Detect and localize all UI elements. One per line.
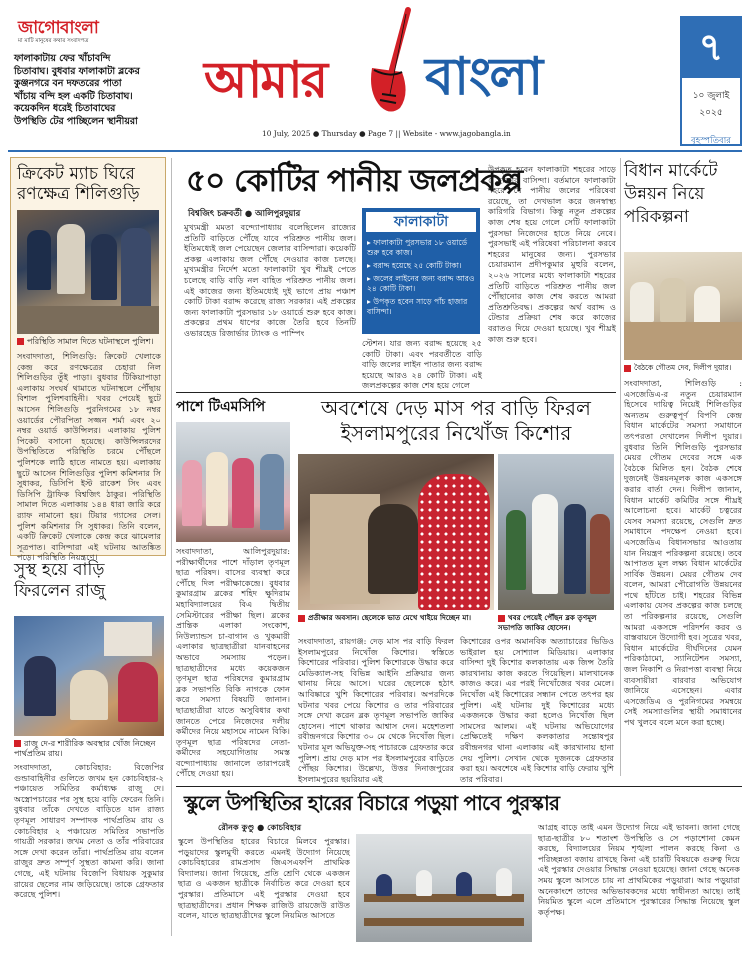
teaser-line: ফালাকাটায় ফের খাঁচাবন্দি — [14, 53, 111, 64]
falakata-point: ▸ ফালাকাটা পুরসভার ১৮ ওয়ার্ডে শুরু হবে কাজ। — [367, 238, 468, 257]
tmcp-body: সংবাদদাতা, আলিপুরদুয়ার: পরীক্ষার্থীদের পাশে দাঁড়াল তৃণমূল ছাত্র পরিষদ। বাসের ব্যবস্থা করে পৌঁছে দিল পরীক্ষাকেন্দ্রে। বুধবার কুমারগ্রাম ব্লকের শহিদ ক্ষুদিরাম মহাবিদ্যালয়ের বিএ দ্বিতীয় সেমিস্টারের পরীক্ষা ছিল। ব্লকের প্রান্তিক এলাকা সংকোশ, নিউল্যান্ডস চা-বাগান ও খুকমারী এলাকার ছাত্রছাত্রীরা যানবাহনের অভাবে সমস্যায় পড়েন। ছাত্রছাত্রীদের মধ্যে কয়েকজন তৃণমূল ছাত্র পরিষদের কুমারগ্রাম ব্লক সভাপতি বিকি নাগকে ফোন করে সমস্যা বিষয়টি জানান। ছাত্রছাত্রীরা যাতে অসুবিধার কথা জানতে পেরে নিজেদের দলীয় কর্মীদের নিয়ে মহাসমে নামেন বিকি। তৃণমূল ছাত্র পরিষদের নেতা-কর্মীদের সহযোগিতায় সমস্ত বন্দ্যোপাধ্যায় জানালে তারাপরেই পৌঁছে দেওয়া হয়। — [176, 546, 290, 779]
ektara-icon — [360, 8, 430, 118]
water-byline: বিশ্বজিৎ চক্রবর্তী ● আলিপুরদুয়ার — [188, 208, 301, 218]
jagobangla-wordmark: জাগোবাংলা — [18, 18, 99, 38]
cricket-story — [10, 157, 166, 563]
jagobangla-tagline: মা মাটি মানুষের কথার সংবাদপত্র — [18, 38, 89, 44]
school-photo — [356, 834, 532, 942]
water-col2: স্টেশন। যার জন্য বরাদ্দ হয়েছে ২৫ কোটি টাকা। এবং পরবর্তীতে বাড়ি বাড়ি জলের লাইন পাতার জন্য বরাদ্দ হয়েছে আরও ২৪ কোটি টাকা। এই জলপ্রকল্পের কাজ শেষ হয়ে গেলে — [362, 338, 483, 391]
kishor-caption-left-text: প্রতীক্ষার অবসান। ছেলেকে ভাত মেখে খাইয়ে দিচ্ছেন মা। — [308, 613, 472, 622]
kishor-photo-right — [498, 454, 614, 610]
falakata-points — [362, 236, 480, 319]
tmcp-photo — [176, 422, 290, 542]
kishor-photo-left — [298, 454, 494, 610]
school-headline: স্কুলে উপস্থিতির হারের বিচারে পড়ুয়া পাবে পুরস্কার — [184, 791, 560, 815]
masthead — [0, 0, 750, 150]
bidhan-story — [624, 160, 744, 774]
masthead-title — [200, 36, 650, 126]
date-block — [682, 78, 740, 144]
year: ২০২৫ — [699, 108, 723, 118]
falakata-point: ▸ জলের লাইনের জন্য বরাদ্দ আরও ২৪ কোটি টাকা। — [367, 274, 475, 293]
dateline: 10 July, 2025 ● Thursday ● Page 7 || Website - www.jagobangla.in — [262, 129, 511, 138]
raju-caption-text: রাজু দে-র শারীরিক অবস্থার খোঁজ নিচ্ছেন পার্থপ্রতিম রায়। — [14, 739, 156, 758]
cricket-headline: ক্রিকেট ম্যাচ ঘিরে রণক্ষেত্র শিলিগুড়ি — [17, 164, 140, 204]
falakata-box — [362, 208, 480, 334]
bidhan-body: সংবাদদাতা, শিলিগুড়ি : এসজেডিএ-র নতুন চেয়ারম্যান হিসেবে দায়িত্ব নিয়েই শিলিগুড়ির অন্যতম গুরুত্বপূর্ণ বিপণি কেন্দ্র বিধান মার্কেটের সমস্যা সমাধানে তৎপরতা দেখালেন দিলীপ দুয়ার। বুধবার তিনি শিলিগুড়ি পুরসভার মেয়র গৌতম দেবের সঙ্গে এক বৈঠকে মিলিত হন। বৈঠক শেষে দুজনেই উন্নয়নমূলক কাজ একসঙ্গে করার বার্তা দেন। দিলীপ জানান, বিধান মার্কেট কমিটির সঙ্গে শীঘ্রই আলোচনা হবে। মার্কেট চত্বরের যেসব সমস্যা রয়েছে, সেগুলি দ্রুত সমাধানে পদক্ষেপ নেওয়া হবে। এসজেডিএ বিধানসভার আওতায় যান নিয়ন্ত্রণ পরিকল্পনা রয়েছে। তবে আপাতত মূল লক্ষ্য বিধান মার্কেটের সার্বিক উন্নয়ন। মেয়র গৌতম দেব বলেন, আমরা পৌরোগতি উন্নয়নের পথে হাঁটতে চাই। শহরের বিভিন্ন এলাকায় যেসব প্রকল্পের কাজ চলছে তা পরিকল্পনার রয়েছে, সেগুলি আমরা একসঙ্গে পরিদর্শন করব ও বাস্তবায়নে উদ্যোগী হব। সূত্রের খবর, বিধান মার্কেটের দীর্ঘদিনের যেমন পরিকাঠামো, স্যানিটেশন সমস্যা, জল নিকাশি ও নিরাপত্তা ব্যবস্থা নিয়ে ব্যবসায়ীরা বারবার অভিযোগ জানিয়ে এসেছেন। এবার এসজেডিএ ও পুরনিগমের সমন্বয়ে সেই সমস্যাগুলির স্থায়ী সমাধানের পথ খুলবে বলে মনে করা হচ্ছে। — [624, 378, 742, 727]
masthead-rule — [8, 150, 742, 152]
teaser-line: খাঁচায় বন্দি হল একটি চিতাবাঘ। — [14, 90, 133, 102]
school-col1: স্কুলে উপস্থিতির হারের বিচারে মিলবে পুরস্কার। পড়ুয়াদের স্কুলমুখী করতে এমনই উদ্যোগ নিয়েছে কোচবিহারের রামপ্রসাদ জিএসএফপি প্রাথমিক বিদ্যালয়। জানা গিয়েছে, প্রতি শ্রেণি থেকে একজন ছাত্র ও একজন ছাত্রীকে নির্বাচিত করে দেওয়া হবে পুরস্কার। প্রতিমাসে এই পুরস্কার দেওয়া হবে ছাত্রছাত্রীদের। প্রধান শিক্ষক রাজিউ রায়জেউ রাউত বলেন, যাতে ছাত্রছাত্রীদের স্কুলে নিয়মিত আসতে — [178, 836, 350, 921]
cricket-body: সংবাদদাতা, শিলিগুড়ি: ক্রিকেট খেলাকে কেন্দ্র করে রণক্ষেত্রের চেহারা নিল শিলিগুড়ির তুঁই পাড়া। বুধবার টিকিয়াপাড়া এলাকায় সংঘর্ষ থামাতে ঘটনাস্থলে পৌঁছায় বিশাল পুলিশবাহিনী। খবর পেয়েই ছুটে আসেন শিলিগুড়ি পুরনিগমের ১৮ নম্বর ওয়ার্ডের পৌরপিতা সজ্জন শর্মা এবং ২০ নম্বর ওয়ার্ড কাউন্সিলর। এলাকায় পুলিশ পিকেট বসানো হয়েছে। কাউন্সিলরদের উপস্থিতিতে পরিস্থিতি চরমে পৌঁছলে পুলিশকে লাঠি হাতে নামতে হয়। এলাকায় ছুটে আসেন শিলিগুড়ির পুলিশ কমিশনার সি সুধাকর, ডিসিপি ইস্ট রাকেশ সিং এবং ডিসিপি ট্রাফিক বিশ্বজিৎ ঠাকুর। পরিস্থিতি সামাল দিতে এলাকায় ১৪৪ ধারা জারি করে র‍্যাফ নামানো হয়। টিয়ার গ্যাসের সেল। পুলিশ কমিশনার সি সুধাকর। তিনি বলেন, একটি ক্রিকেট খেলাকে কেন্দ্র করে ঝামেলার সূত্রপাত। বাসিন্দারা এই ঘটনায় আতঙ্কিত পড়ে। পরিস্থিতি নিয়ন্ত্রণে। — [17, 351, 161, 563]
cricket-caption — [17, 337, 163, 347]
kishor-headline — [296, 396, 616, 446]
cricket-photo — [17, 210, 159, 334]
kishor-col1: সংবাদদাতা, রায়গঞ্জ: দেড় মাস পর বাড়ি ফিরল ইসলামপুরের নিখোঁজ কিশোর। স্বস্তিতে কিশোরের পরিবার। পুলিশ কিশোরকে উদ্ধার করে মেডিক্যাল-সহ বিভিন্ন আইনি প্রক্রিয়ার জন্য থানায় নিয়ে আসে। ঘরের ছেলেকে হঠাৎ আবিষ্কারে খুশি কিশোরের পরিবার। অপরদিকে ঘটনার খবর পেয়ে কিশোর ও তার পরিবারের সঙ্গে দেখা করেন ব্লক তৃণমূল সভাপতি জাকির হোসেন। পাশে থাকার আশ্বাস দেন। মহেশতলা রবীন্দ্রনগরে কিশোর ৩০ মে থেকে নিখোঁজ ছিল। ঘটনার মূল অভিযুক্ত-সহ পাচারকে গ্রেফতার করে পুলিশ। প্রায় দেড় মাস পর ইসলামপুরের বাড়িতে পৌঁছয় কিশোর। উল্লেখ্য, উত্তর দিনাজপুরের ইসলামপুরের ছয়রিয়ার এই — [298, 636, 454, 784]
water-col1: মুখ্যমন্ত্রী মমতা বন্দ্যোপাধ্যায় বলেছিলেন রাজ্যের প্রতিটি বাড়িতে পৌঁছে যাবে পরিশ্রুত পানীয় জল। ইতিমধ্যেই জল পেয়েছেন জেলার বাসিন্দারা। কয়েকটি প্রকল্প এলাকায় জল পৌঁছে দেওয়ার কাজ চলছে। মুখ্যমন্ত্রীর নির্দেশ মতো ফালাকাটা খুব শীঘ্রই পেতে চলেছে বাড়ি বাড়ি নল বাহিত পরিশ্রুত পানীয় জল। এই কাজের জন্য ইতিমধ্যেই দুই ভাগে প্রায় পঞ্চাশ কোটি টাকা বরাদ্দ করেছে রাজ্য সরকার। এই প্রকল্পের জন্য ফালাকাটা পুরসভার ১৮ ওয়ার্ডে শুরু হবে কাজ। প্রকল্পের প্রথম ধাপের কাজে তৈরি হবে তিনটি ওভারহেড রিজার্ভার ট্যাংক ও পাম্পিং — [184, 222, 356, 338]
teaser-line: উপস্থিতি টের পাচ্ছিলেন স্থানীয়রা — [14, 115, 138, 127]
teaser-line: কয়েকদিন ধরেই চিতাবাঘের — [14, 103, 116, 115]
title-left: আমার — [204, 51, 327, 109]
raju-photo — [14, 616, 164, 736]
falakata-box-title: ফালাকাটা — [366, 212, 476, 232]
kishor-headline-line1: অবশেষে দেড় মাস পর বাড়ি ফিরল — [321, 396, 591, 420]
column-divider — [171, 158, 172, 936]
cricket-caption-text: পরিস্থিতি সামাল দিতে ঘটনাস্থলে পুলিশ। — [27, 337, 154, 346]
date: ১০ জুলাই — [692, 91, 730, 101]
kishor-caption-right — [498, 613, 616, 633]
bidhan-headline: বিধান মার্কেটে উন্নয়ন নিয়ে পরিকল্পনা — [624, 161, 718, 227]
jagobangla-logo — [18, 18, 133, 48]
section-rule — [176, 392, 616, 393]
bidhan-caption — [624, 363, 744, 373]
weekday: বৃহস্পতিবার — [690, 136, 732, 146]
school-col2: আগ্রহ বাড়ে তাই এমন উদ্যোগ নিয়ে এই ভাবনা। জানা গেছে ছাত্র-ছাত্রীর ৮০ শতাংশ উপস্থিতি ও সে পড়াশোনা কেমন করছে, বিদ্যালয়ের নিয়ম শৃঙ্খলা পালন করছে কিনা ও পরিচ্ছন্নতা বজায় রাখছে কিনা এই চারটি বিষয়কে গুরুত্ব দিয়ে এই পুরস্কার দেওয়ার সিদ্ধান্ত নেওয়া হয়েছে। জানা গেছে অনেক সময় স্কুলে আসতে চায় না প্রাথমিকের পড়ুয়ারা। আর পড়ুয়ারা অনেকাংশে তাদের অভিভাবকদের মধ্যে স্বাধীনতা আছে। তাই নিয়মিত স্কুলে এলে প্রতিমাসে পুরস্কারের সিদ্ধান্ত নিয়েছে স্কুল কর্তৃপক্ষ। — [538, 822, 740, 917]
teaser-line: চিতাবাঘ। বুধবার ফালাকাটা ব্লকের — [14, 65, 140, 77]
school-byline: রৌনক কুণ্ডু ● কোচবিহার — [218, 822, 302, 832]
teaser — [14, 53, 194, 129]
falakata-point: ▸ উপকৃত হবেন সাড়ে পাঁচ হাজার বাসিন্দা। — [367, 297, 468, 316]
water-headline: ৫০ কোটির পানীয় জলপ্রকল্প — [186, 163, 523, 199]
tmcp-story — [176, 396, 292, 780]
page-number-box — [680, 16, 742, 146]
section-rule — [176, 786, 742, 787]
teaser-line: কুঞ্জনগরে বন দফতরের পাতা — [14, 78, 122, 90]
title-right: বাংলা — [425, 47, 542, 107]
falakata-point: ▸ বরাদ্দ হয়েছে ২৫ কোটি টাকা। — [367, 261, 462, 270]
raju-body: সংবাদদাতা, কোচবিহার: বিজেপির গুন্ডাবাহিনীর গুলিতে জখম হন কোচবিহার-২ পঞ্চায়েত সমিতির কর্মাধ্যক্ষ রাজু দে। অস্ত্রোপচারের পর সুস্থ হয়ে বাড়ি ফেরেন তিনি। বুধবার তাঁকে দেখতে বাড়িতে যান রাজ্য তৃণমূল সাধারণ সম্পাদক পার্থপ্রতিম রায় ও কোচবিহার ২ পঞ্চায়েত সমিতির সভাপতি গায়ত্রী সরকার। জখম নেতা ও তাঁর পরিবারের সঙ্গে দেখা করেন তাঁরা। পার্থপ্রতিম রায় বলেন রাজুর দ্রুত সম্পূর্ণ সুস্থতা কামনা করি। জানা গেছে, এই ঘটনায় বিজেপি বিধায়ক সুকুমার রায়ের ছেলের নাম জড়িয়েছে। তাকে গ্রেফতার করেছে পুলিশ। — [14, 762, 164, 900]
page-number: ৭ — [698, 25, 724, 69]
raju-story — [10, 560, 166, 934]
water-story — [176, 160, 616, 391]
raju-caption — [14, 739, 166, 759]
kishor-col2: কিশোরের ওপর অমানবিক অত্যাচারের ভিডিও ভাইরাল হয় সোশ্যাল মিডিয়ায়। এলাকার বাসিন্দা দুই কিশোর কলকাতায় এক জিন্স তৈরি কারখানায় কাজ করতে গিয়েছিল। মালখানেক কাজও করে। এর পরই নিখোঁজের খবর মেলে। নিখোঁজ এই কিশোরের সন্ধান পেতে তৎপর হয় পুলিশ। এই ঘটনায় দুই কিশোরের মধ্যে একজনকে উদ্ধার করা হলেও নিখোঁজ ছিল সামসের আলম। এই ঘটনায় অভিযোগের প্রেক্ষিতেই দক্ষিণ কলকাতার সন্তোষপুর রবীন্দ্রনগর থানা এলাকায় এই কারখানায় হানা দেয় পুলিশ। সেখান থেকে দুজনকে গ্রেফতার করা হয়। অবশেষে এই কিশোর বাড়ি ফেরায় খুশি তার পরিবার। — [460, 636, 614, 784]
water-col3: উপকৃত হবেন ফালাকাটা শহরের সাড়ে ৫ হাজার বাসিন্দা। বর্তমানে ফালাকাটা শহরে যে পানীয় জলের পরিষেবা রয়েছে, তা দেখভাল করে জনস্বাস্থ্য কারিগরি বিভাগ। কিন্তু নতুন প্রকল্পের কাজ শেষ হয়ে গেলে সেটি ফালাকাটা পুরসভা নিজেদের হাতে নিয়ে নেবে। পুরসভাই এই পরিষেবা পরিচালনা করবে শহরের মানুষের জন্য। পুরসভার চেয়ারম্যান প্রদীপকুমার মুহুরি বলেন, ২০২৬ সালের মধ্যে ফালাকাটা শহরের প্রতিটি বাড়িতে পরিশ্রুত পানীয় জল পৌঁছানোর কাজ শেষ করতে আমরা প্রতিশ্রুতিবদ্ধ। প্রকল্পের অর্থ বরাদ্দ ও টেন্ডার প্রক্রিয়া শেষ করে কাজের বরাতও দিয়ে দেওয়া হয়েছে। খুব শীঘ্রই কাজ শুরু হবে। — [488, 164, 616, 344]
column-divider — [620, 158, 621, 776]
school-story — [176, 790, 742, 940]
kishor-headline-line2: ইসলামপুরের নিখোঁজ কিশোর — [340, 421, 572, 445]
tmcp-headline: পাশে টিএমসিপি — [176, 399, 266, 415]
raju-headline: সুস্থ হয়ে বাড়ি ফিরলেন রাজু — [14, 560, 106, 601]
bidhan-photo — [624, 252, 742, 360]
kishor-story — [296, 396, 616, 784]
kishor-caption-right-text: খবর পেয়েই পৌঁছন ব্লক তৃণমূল সভাপতি জাকির হোসেন। — [498, 613, 597, 632]
kishor-caption-left — [298, 613, 496, 623]
bidhan-caption-text: বৈঠকে গৌতম দেব, দিলীপ দুয়ার। — [634, 363, 732, 372]
